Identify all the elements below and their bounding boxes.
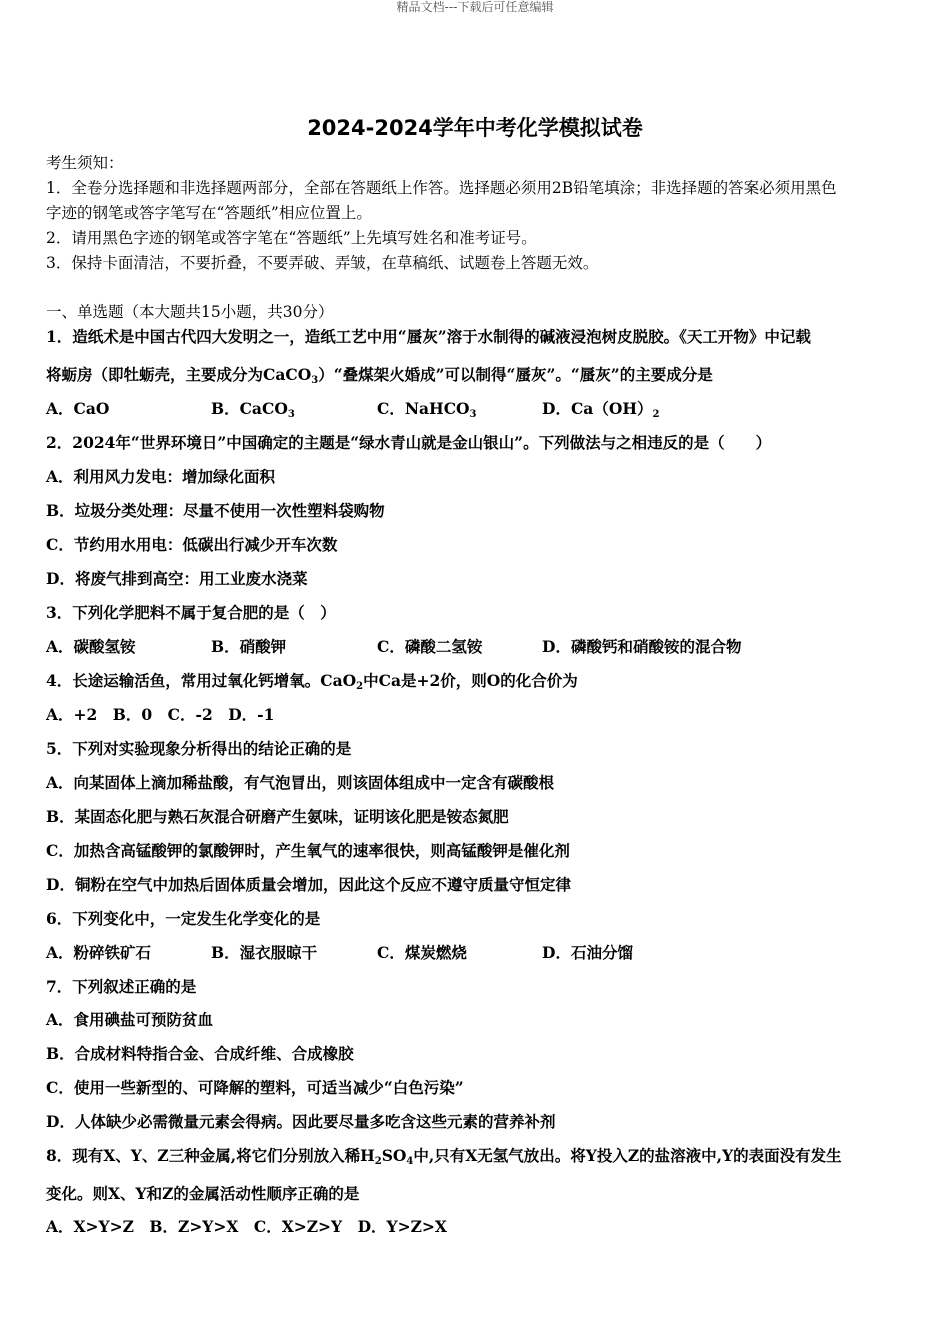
q6-option-a: A．粉碎铁矿石: [46, 943, 152, 962]
q1-option-d: D．$Ca(OH)_2$: [542, 399, 660, 420]
q5-option-a: A．向某固体上滴加稀盐酸，有气泡冒出，则该固体组成中一定含有碳酸根: [46, 773, 555, 792]
q1-option-a: A．CaO: [46, 399, 110, 418]
q5-option-b: B．某固态化肥与熟石灰混合研磨产生氨味，证明该化肥是铵态氮肥: [46, 807, 509, 826]
q3-option-a: A．碳酸氢铵: [46, 637, 136, 656]
q2-option-a: A．利用风力发电：增加绿化面积: [46, 467, 276, 486]
q2-stem: 2．2024年“世界环境日”中国确定的主题是“绿水青山就是金山银山”。下列做法与之相违反的是（ ）: [46, 433, 772, 452]
q4-stem: 4．长途运输活鱼，常用过氧化钙增氧。CaO$_2$中Ca是+2价，则O的化合价为: [46, 671, 578, 692]
q6-option-d: D．石油分馏: [542, 943, 633, 962]
q5-stem: 5．下列对实验现象分析得出的结论正确的是: [46, 739, 352, 758]
q6-option-b: B．湿衣服晾干: [211, 943, 318, 962]
q3-option-d: D．磷酸钙和硝酸铵的混合物: [542, 637, 742, 656]
notice-item-3: 3．保持卡面清洁，不要折叠，不要弄破、弄皱，在草稿纸、试题卷上答题无效。: [46, 254, 599, 272]
section-heading: 一、单选题（本大题共15小题，共30分）: [46, 303, 334, 321]
q4-options: A．+2 B．0 C．-2 D．-1: [46, 705, 275, 724]
q7-option-d: D．人体缺少必需微量元素会得病。因此要尽量多吃含这些元素的营养补剂: [46, 1112, 556, 1131]
q6-option-c: C．煤炭燃烧: [377, 943, 467, 962]
q5-option-d: D．铜粉在空气中加热后固体质量会增加，因此这个反应不遵守质量守恒定律: [46, 875, 571, 894]
q3-option-b: B．硝酸钾: [211, 637, 287, 656]
header-note: 精品文档---下载后可任意编辑: [396, 0, 554, 14]
q8-options: A．X>Y>Z B．Z>Y>X C．X>Z>Y D．Y>Z>X: [46, 1217, 447, 1236]
page-title: 2024-2024学年中考化学模拟试卷: [307, 116, 643, 140]
q3-stem: 3．下列化学肥料不属于复合肥的是（ ）: [46, 603, 336, 622]
q7-option-b: B．合成材料特指合金、合成纤维、合成橡胶: [46, 1044, 354, 1063]
q3-option-c: C．磷酸二氢铵: [377, 637, 483, 656]
q7-option-a: A．食用碘盐可预防贫血: [46, 1010, 214, 1029]
q8-stem-line2: 变化。则X、Y和Z的金属活动性顺序正确的是: [46, 1184, 360, 1203]
notice-item-1-cont: 字迹的钢笔或答字笔写在“答题纸”相应位置上。: [46, 204, 372, 222]
q2-option-b: B．垃圾分类处理：尽量不使用一次性塑料袋购物: [46, 501, 385, 520]
q1-option-b: B．CaCO$_3$: [211, 399, 295, 420]
notice-item-1: 1．全卷分选择题和非选择题两部分，全部在答题纸上作答。选择题必须用2B铅笔填涂；非选择题的答案必须用黑色: [46, 179, 837, 197]
q7-option-c: C．使用一些新型的、可降解的塑料，可适当减少“白色污染”: [46, 1078, 464, 1097]
q8-stem-line1: 8．现有X、Y、Z三种金属,将它们分别放入稀$H_2SO_4$中,只有X无氢气放出。将Y投入Z的盐溶液中,Y的表面没有发生: [46, 1146, 842, 1167]
q6-stem: 6．下列变化中，一定发生化学变化的是: [46, 909, 321, 928]
q1-stem-line2: 将蛎房（即牡蛎壳，主要成分为CaCO$_3$）“叠煤架火婚成”可以制得“蜃灰”。“蜃灰”的主要成分是: [46, 365, 713, 386]
notice-heading: 考生须知：: [46, 154, 124, 172]
q7-stem: 7．下列叙述正确的是: [46, 977, 197, 996]
q5-option-c: C．加热含高锰酸钾的氯酸钾时，产生氧气的速率很快，则高锰酸钾是催化剂: [46, 841, 570, 860]
notice-item-2: 2．请用黑色字迹的钢笔或答字笔在“答题纸”上先填写姓名和准考证号。: [46, 229, 537, 247]
q2-option-c: C．节约用水用电：低碳出行减少开车次数: [46, 535, 338, 554]
q2-option-d: D．将废气排到高空：用工业废水浇菜: [46, 569, 308, 588]
q1-option-c: C．NaHCO$_3$: [377, 399, 477, 420]
q1-stem-line1: 1．造纸术是中国古代四大发明之一，造纸工艺中用“蜃灰”溶于水制得的碱液浸泡树皮脱胶。《天工开物》中记载: [46, 327, 811, 346]
